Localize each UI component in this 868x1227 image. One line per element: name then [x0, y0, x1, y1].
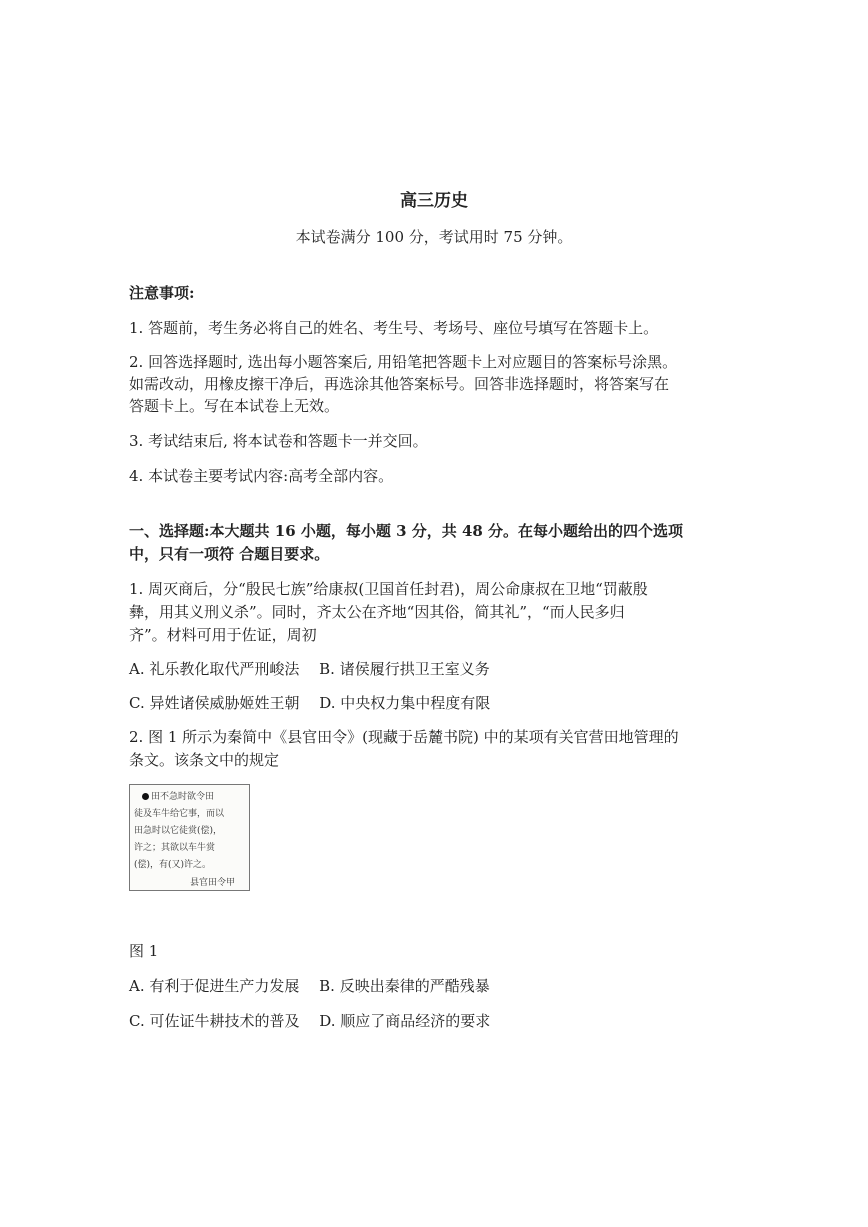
notice-heading: 注意事项:	[129, 284, 195, 302]
question-1-options-cd: C. 异姓诸侯威胁姬姓王朝 D. 中央权力集中程度有限	[129, 694, 491, 712]
notice-item-2-cont: 如需改动，用橡皮擦干净后，再选涂其他答案标号。回答非选择题时，将答案写在	[129, 375, 670, 393]
question-2-options-cd: C. 可佐证牛耕技术的普及 D. 顺应了商品经济的要求	[129, 1012, 491, 1030]
figure-text-line: 田不急时欲令田	[151, 792, 215, 802]
question-2-stem: 2. 图 1 所示为秦简中《县官田令》(现藏于岳麓书院) 中的某项有关官营田地管理的	[129, 728, 679, 746]
section-heading: 一、选择题:本大题共 16 小题，每小题 3 分，共 48 分。在每小题给出的四个选项	[129, 522, 684, 540]
bamboo-slip-figure	[129, 784, 250, 891]
bullet-icon	[142, 793, 149, 800]
figure-text-line: (偿)，有(又)许之。	[134, 860, 212, 870]
question-2-options-ab: A. 有利于促进生产力发展 B. 反映出秦律的严酷残暴	[129, 977, 490, 995]
figure-text-line: 许之；其欲以车牛赏	[134, 843, 216, 853]
notice-item-2: 2. 回答选择题时, 选出每小题答案后, 用铅笔把答题卡上对应题目的答案标号涂黑。	[129, 353, 678, 371]
notice-item-4: 4. 本试卷主要考试内容:高考全部内容。	[129, 467, 394, 485]
page-title: 高三历史	[400, 191, 468, 211]
figure-text-line: 徒及车牛给它事，而以	[134, 809, 225, 819]
question-1-stem: 彝，用其义刑义杀”。同时，齐太公在齐地“因其俗，简其礼”，“而人民多归	[129, 603, 625, 621]
question-1-stem: 齐”。材料可用于佐证，周初	[129, 626, 317, 644]
section-heading-cont: 中，只有一项符 合题目要求。	[129, 545, 330, 563]
exam-info: 本试卷满分 100 分，考试用时 75 分钟。	[295, 228, 573, 246]
question-2-stem: 条文。该条文中的规定	[129, 751, 280, 769]
notice-item-2-cont: 答题卡上。写在本试卷上无效。	[129, 397, 340, 415]
figure-text-line: 田急时以它徒赏(偿)，	[134, 826, 223, 836]
question-1-stem: 1. 周灭商后，分“殷民七族”给康叔(卫国首任封君)，周公命康叔在卫地“罚蔽殷	[129, 580, 648, 598]
notice-item-3: 3. 考试结束后, 将本试卷和答题卡一并交回。	[129, 432, 428, 450]
question-1-options-ab: A. 礼乐教化取代严刑峻法 B. 诸侯履行拱卫王室义务	[129, 660, 490, 678]
figure-text-source: 县官田令甲	[190, 878, 236, 888]
figure-caption: 图 1	[129, 942, 159, 960]
notice-item-1: 1. 答题前，考生务必将自己的姓名、考生号、考场号、座位号填写在答题卡上。	[129, 319, 659, 337]
